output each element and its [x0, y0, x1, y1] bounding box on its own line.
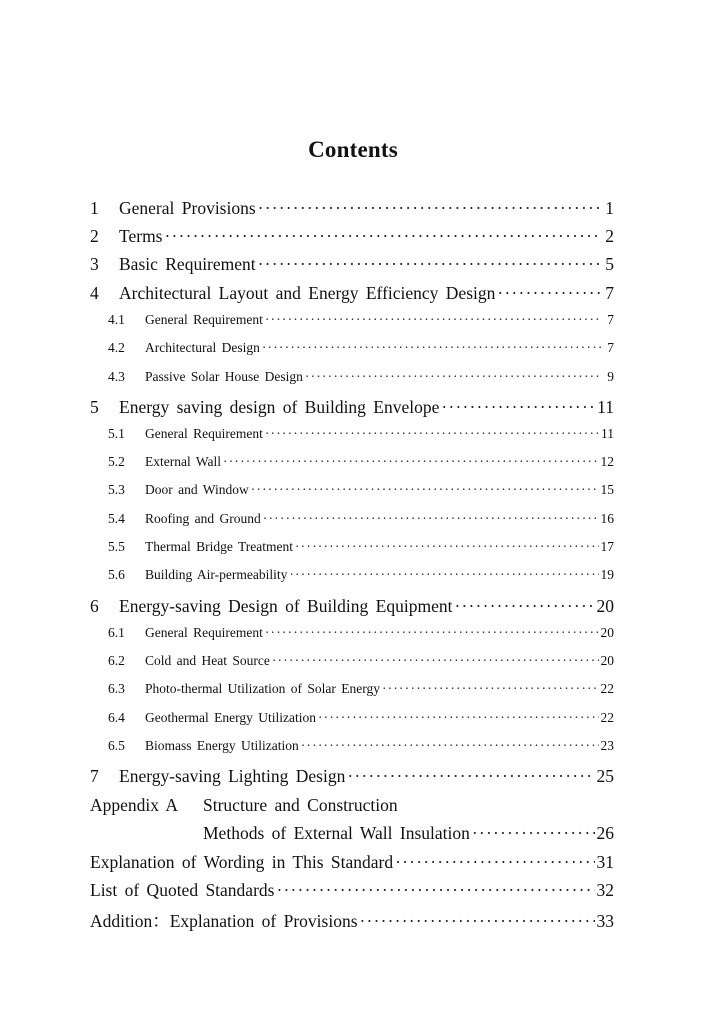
entry-page: 1: [605, 198, 614, 218]
entry-page: 20: [600, 653, 614, 668]
entry-page: 20: [600, 625, 614, 640]
dot-leader: [265, 625, 599, 641]
toc-entry[interactable]: [90, 766, 614, 790]
toc-subentry[interactable]: [108, 511, 614, 535]
entry-title: Energy-saving Design of Building Equipment: [119, 596, 453, 616]
dot-leader: [295, 539, 599, 555]
entry-page: 23: [600, 738, 614, 753]
toc-subentry[interactable]: [108, 738, 614, 762]
toc-entry[interactable]: [90, 852, 614, 876]
dot-leader: [272, 653, 599, 669]
entry-number: 6.5: [108, 738, 125, 753]
dot-leader: [360, 911, 595, 932]
entry-title: Basic Requirement: [119, 254, 256, 274]
toc-entry[interactable]: [90, 254, 614, 278]
entry-number: 6.1: [108, 625, 125, 640]
entry-page: 5: [605, 254, 614, 274]
entry-page: 31: [596, 852, 614, 872]
dot-leader: [265, 312, 602, 328]
entry-title: Energy-saving Lighting Design: [119, 766, 346, 786]
entry-number: 5.4: [108, 511, 125, 526]
entry-page: 33: [596, 911, 614, 931]
toc-subentry[interactable]: [108, 539, 614, 563]
dot-leader: [265, 426, 599, 442]
dot-leader: [263, 511, 599, 527]
entry-title: Roofing and Ground: [145, 511, 261, 526]
entry-number: 1: [90, 198, 99, 218]
entry-number: 6.3: [108, 681, 125, 696]
entry-title: Architectural Layout and Energy Efficiency Design: [119, 283, 496, 303]
entry-number: 4.2: [108, 340, 125, 355]
entry-page: 15: [600, 482, 614, 497]
entry-title: Building Air-permeability: [145, 567, 288, 582]
dot-leader: [318, 710, 599, 726]
toc-subentry[interactable]: [108, 369, 614, 393]
dot-leader: [276, 880, 594, 901]
entry-number: 5.1: [108, 426, 125, 441]
entry-title: Energy saving design of Building Envelope: [119, 397, 440, 417]
toc-subentry[interactable]: [108, 482, 614, 506]
entry-page: 25: [596, 766, 614, 786]
dot-leader: [262, 340, 602, 356]
toc-subentry[interactable]: [108, 454, 614, 478]
dot-leader: [165, 226, 603, 247]
toc-entry[interactable]: [90, 596, 614, 620]
entry-page: 20: [596, 596, 614, 616]
entry-title: Explanation of Wording in This Standard: [90, 852, 394, 872]
toc-entry[interactable]: [90, 226, 614, 250]
toc-entry[interactable]: [90, 198, 614, 222]
entry-title: Photo-thermal Utilization of Solar Energy: [145, 681, 380, 696]
entry-number: 6.4: [108, 710, 125, 725]
entry-title: General Requirement: [145, 426, 263, 441]
appendix-title-line2: Methods of External Wall Insulation: [203, 823, 470, 843]
entry-number: 6.2: [108, 653, 125, 668]
entry-page: 26: [596, 823, 614, 843]
toc-subentry[interactable]: [108, 567, 614, 591]
entry-page: 2: [605, 226, 614, 246]
entry-page: 19: [600, 567, 614, 582]
toc-subentry[interactable]: [108, 653, 614, 677]
entry-title: Biomass Energy Utilization: [145, 738, 299, 753]
dot-leader: [301, 738, 599, 754]
toc-entry[interactable]: [90, 283, 614, 307]
toc-entry[interactable]: [90, 908, 614, 932]
dot-leader: [223, 454, 598, 470]
entry-number: 6: [90, 596, 99, 616]
dot-leader: [305, 369, 602, 385]
toc-subentry[interactable]: [108, 681, 614, 705]
entry-page: 7: [605, 283, 614, 303]
dot-leader: [258, 198, 602, 219]
appendix-entry-line2[interactable]: [203, 823, 614, 847]
toc-subentry[interactable]: [108, 710, 614, 734]
entry-title: External Wall: [145, 454, 222, 469]
page-title: Contents: [308, 137, 398, 162]
appendix-label: Appendix A: [90, 795, 179, 815]
entry-number: 5.6: [108, 567, 125, 582]
entry-page: 17: [600, 539, 614, 554]
dot-leader: [441, 397, 595, 418]
entry-title: Door and Window: [145, 482, 249, 497]
entry-number: 7: [90, 766, 99, 786]
entry-page: 16: [600, 511, 614, 526]
dot-leader: [472, 823, 595, 844]
entry-page: 9: [607, 369, 614, 384]
entry-number: 5.2: [108, 454, 125, 469]
entry-page: 7: [607, 312, 614, 327]
entry-number: 3: [90, 254, 99, 274]
toc-subentry[interactable]: [108, 312, 614, 336]
entry-page: 11: [597, 397, 614, 417]
entry-title: Architectural Design: [145, 340, 260, 355]
toc-subentry[interactable]: [108, 340, 614, 364]
dot-leader: [289, 567, 598, 583]
entry-title: Terms: [119, 226, 163, 246]
entry-title: Addition：Explanation of Provisions: [90, 911, 358, 931]
dot-leader: [382, 681, 599, 697]
entry-title: Geothermal Energy Utilization: [145, 710, 316, 725]
entry-number: 2: [90, 226, 99, 246]
toc-entry[interactable]: [90, 397, 614, 421]
entry-title: General Requirement: [145, 312, 263, 327]
entry-page: 12: [600, 454, 614, 469]
entry-title: Thermal Bridge Treatment: [145, 539, 293, 554]
dot-leader: [454, 596, 594, 617]
entry-page: 22: [600, 681, 614, 696]
dot-leader: [258, 254, 602, 275]
entry-title: General Requirement: [145, 625, 263, 640]
entry-page: 22: [600, 710, 614, 725]
dot-leader: [251, 482, 599, 498]
entry-title: Passive Solar House Design: [145, 369, 303, 384]
dot-leader: [347, 766, 594, 787]
entry-page: 7: [607, 340, 614, 355]
toc-entry[interactable]: [90, 880, 614, 904]
entry-number: 5: [90, 397, 99, 417]
toc-subentry[interactable]: [108, 426, 614, 450]
entry-title: General Provisions: [119, 198, 256, 218]
dot-leader: [395, 852, 594, 873]
entry-title: List of Quoted Standards: [90, 880, 275, 900]
entry-number: 4.1: [108, 312, 125, 327]
entry-number: 5.5: [108, 539, 125, 554]
entry-title: Cold and Heat Source: [145, 653, 270, 668]
appendix-title-line1: Structure and Construction: [203, 795, 398, 815]
dot-leader: [497, 283, 602, 304]
appendix-entry-line1[interactable]: [90, 795, 398, 816]
entry-number: 4.3: [108, 369, 125, 384]
entry-page: 11: [601, 426, 614, 441]
entry-number: 4: [90, 283, 99, 303]
toc-subentry[interactable]: [108, 625, 614, 649]
entry-number: 5.3: [108, 482, 125, 497]
entry-page: 32: [596, 880, 614, 900]
